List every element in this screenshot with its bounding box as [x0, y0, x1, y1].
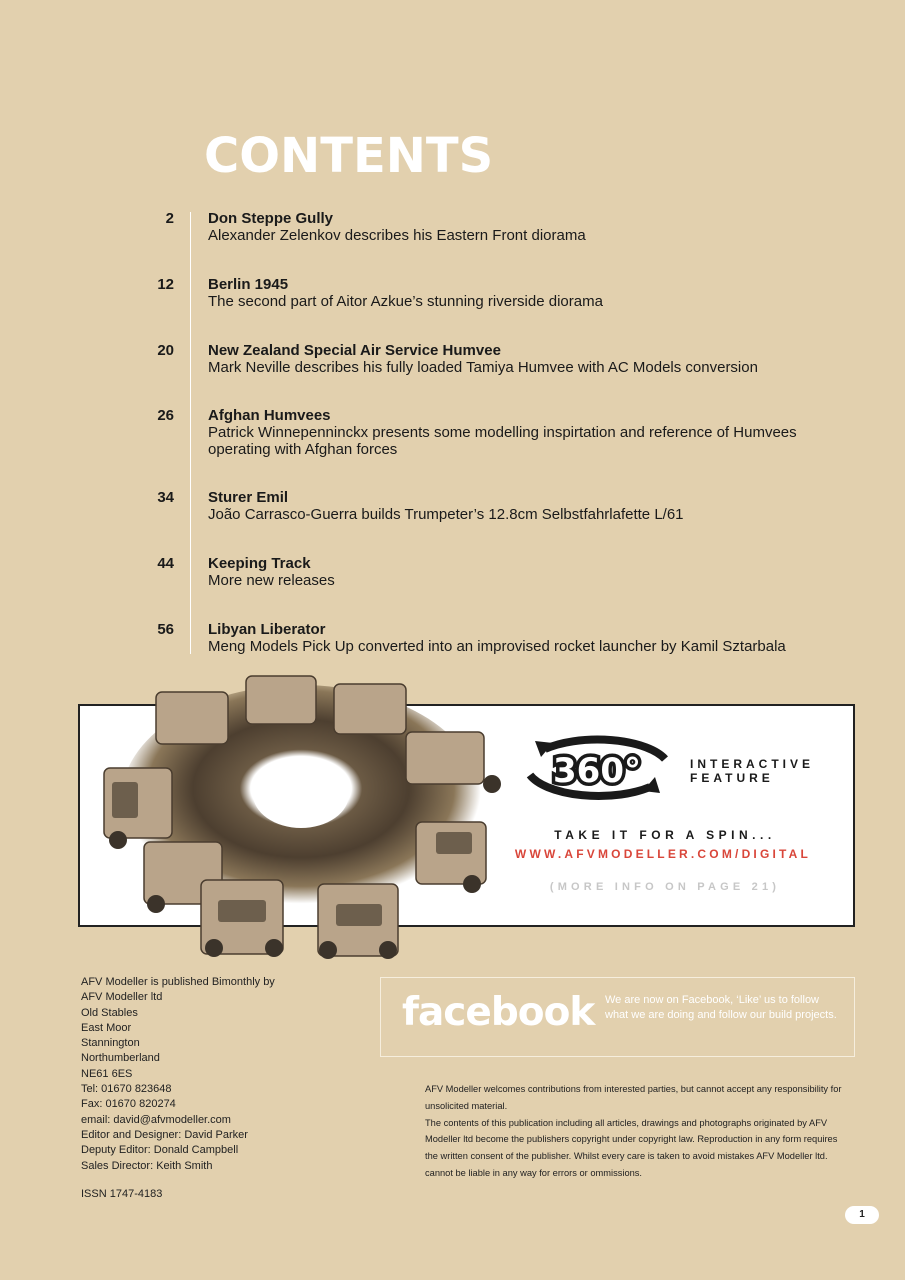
publisher-line: AFV Modeller is published Bimonthly by: [81, 976, 275, 988]
interactive-label-line2: FEATURE: [690, 771, 774, 785]
toc-divider: [190, 212, 191, 654]
digital-url-link[interactable]: WWW.AFVMODELLER.COM/DIGITAL: [514, 847, 812, 861]
toc-heading: Berlin 1945: [208, 276, 289, 293]
publisher-line: East Moor: [81, 1021, 132, 1034]
more-info-note: (MORE INFO ON PAGE 21): [549, 881, 781, 893]
360-logo-text: 360°: [553, 751, 641, 791]
page-title: CONTENTS: [204, 128, 494, 184]
publisher-line: NE61 6ES: [81, 1067, 133, 1080]
toc-description: More new releases: [208, 572, 335, 589]
publisher-line: Old Stables: [81, 1006, 138, 1019]
toc-page-number: 12: [157, 276, 174, 293]
toc-description: Alexander Zelenkov describes his Eastern Front diorama: [208, 227, 586, 244]
toc-page-number: 2: [165, 210, 174, 227]
publisher-line: Northumberland: [81, 1052, 160, 1065]
page-number: 1: [845, 1206, 879, 1224]
interactive-label-line1: INTERACTIVE: [690, 757, 815, 771]
toc-description: João Carrasco-Guerra builds Trumpeter’s 12.8cm Selbstfahrlafette L/61: [208, 506, 684, 523]
publisher-line: Stannington: [81, 1037, 140, 1050]
toc-heading: New Zealand Special Air Service Humvee: [208, 342, 501, 359]
toc-page-number: 34: [157, 489, 174, 506]
spin-tagline: TAKE IT FOR A SPIN...: [554, 828, 776, 842]
toc-heading: Keeping Track: [208, 555, 311, 572]
disclaimer-paragraph: The contents of this publication including all articles, drawings and photographs originated by AFV Modeller ltd become the publishers copyright under copyright law. Reproduction in any form requires the written consent of the publisher. Whilst every care is taken to avoid mistakes AFV Modeller ltd. cannot be liable in any way for errors or ommissions.: [425, 1117, 838, 1178]
facebook-logo[interactable]: facebook: [402, 990, 595, 1035]
360-logo-icon: [515, 735, 680, 800]
toc-heading: Libyan Liberator: [208, 621, 326, 638]
humvee-ring-photo: [96, 672, 516, 960]
toc-description: The second part of Aitor Azkue’s stunning riverside diorama: [208, 293, 603, 310]
toc-description: Mark Neville describes his fully loaded Tamiya Humvee with AC Models conversion: [208, 359, 758, 376]
interactive-feature-label: [690, 757, 814, 785]
publisher-info: [81, 975, 371, 1174]
issn-number: ISSN 1747-4183: [81, 1188, 163, 1200]
toc-page-number: 44: [157, 555, 174, 572]
publisher-line: Deputy Editor: Donald Campbell: [81, 1144, 239, 1157]
toc-page-number: 56: [157, 621, 174, 638]
disclaimer: [425, 1081, 845, 1182]
toc-page-number: 26: [157, 407, 174, 424]
publisher-line: Tel: 01670 823648: [81, 1083, 172, 1096]
publisher-email[interactable]: email: david@afvmodeller.com: [81, 1113, 231, 1126]
facebook-message: We are now on Facebook, ‘Like’ us to follow what we are doing and follow our build projects.: [605, 994, 837, 1022]
disclaimer-paragraph: AFV Modeller welcomes contributions from interested parties, but cannot accept any responsibility for unsolicited material.: [425, 1084, 842, 1111]
toc-description: Meng Models Pick Up converted into an improvised rocket launcher by Kamil Sztarbala: [208, 638, 786, 655]
publisher-line: Editor and Designer: David Parker: [81, 1128, 248, 1141]
toc-heading: Sturer Emil: [208, 489, 289, 506]
publisher-line: AFV Modeller ltd: [81, 991, 163, 1004]
toc-description: Patrick Winnepenninckx presents some modelling inspirtation and reference of Humvees operating with Afghan forces: [208, 424, 797, 458]
toc-heading: Don Steppe Gully: [208, 210, 334, 227]
publisher-line: Fax: 01670 820274: [81, 1098, 176, 1111]
toc-page-number: 20: [157, 342, 174, 359]
publisher-line: Sales Director: Keith Smith: [81, 1159, 213, 1172]
toc-heading: Afghan Humvees: [208, 407, 331, 424]
